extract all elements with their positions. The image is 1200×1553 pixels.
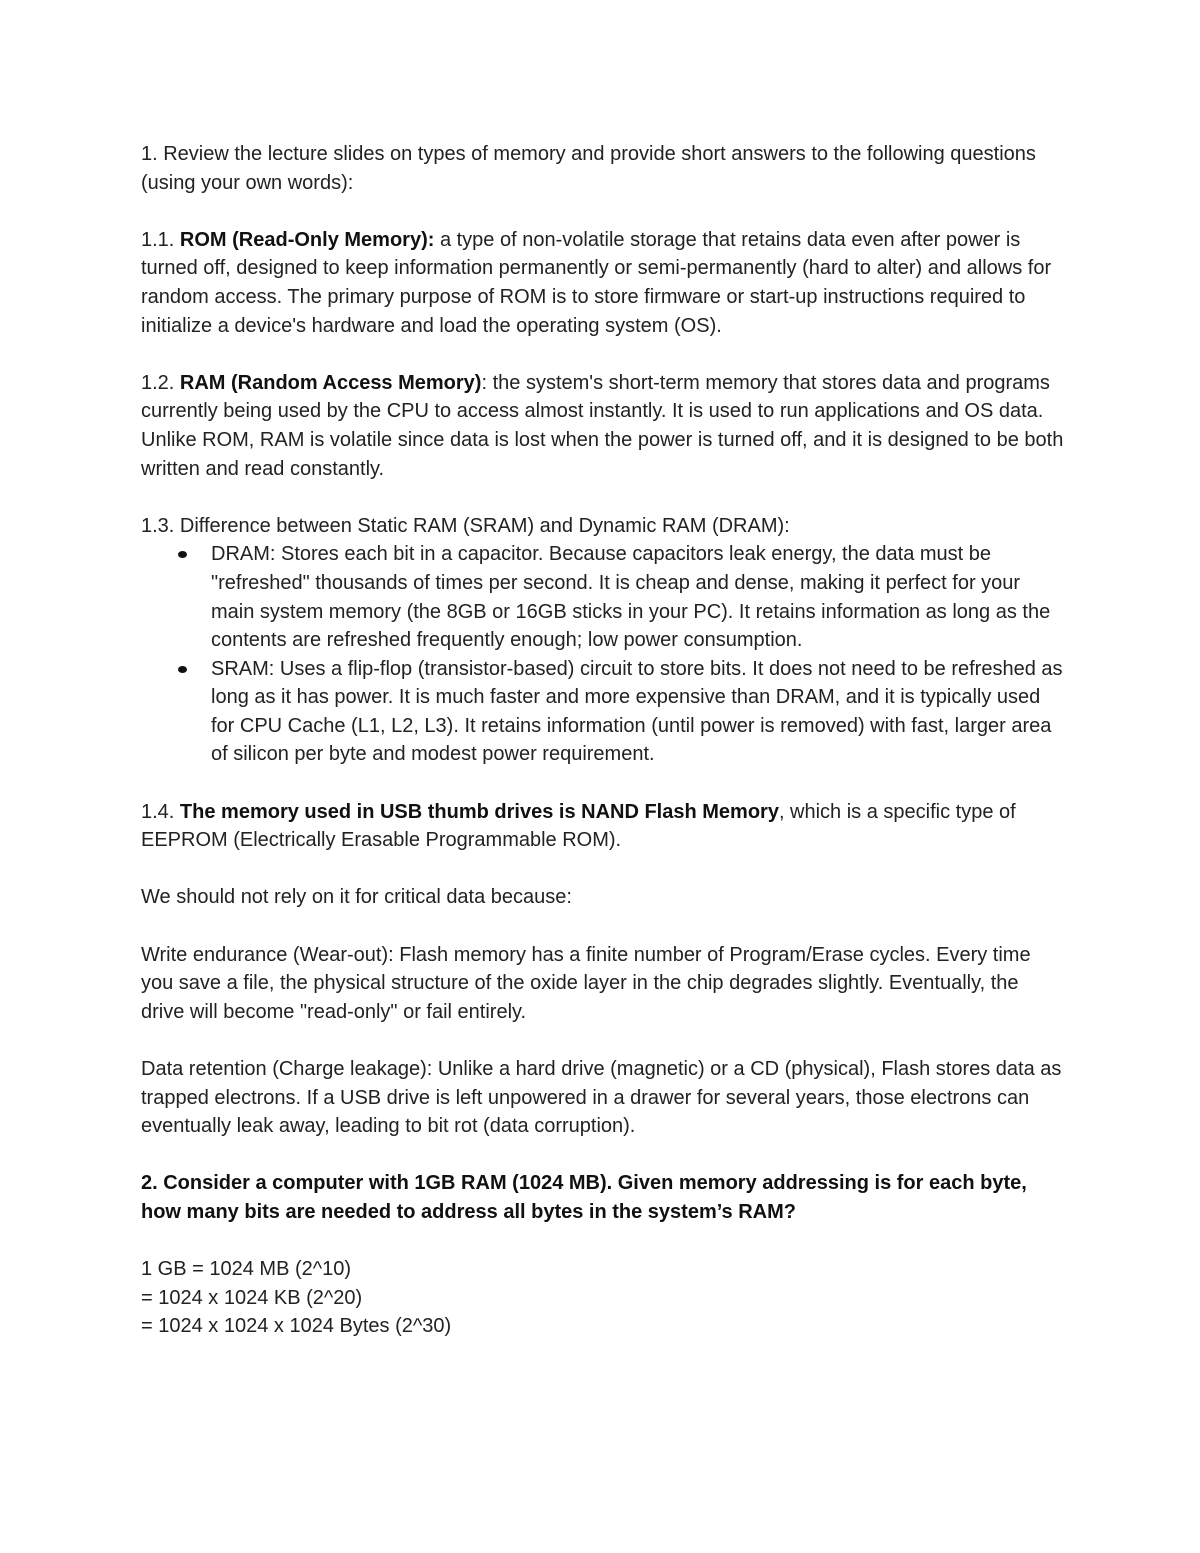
dram-text: DRAM: Stores each bit in a capacitor. Because capacitors leak energy, the data must be "refreshed" thousands of times per second. It is cheap and dense, making it perfect for your main system memory (the 8GB or 16GB sticks in your PC). It retains information as long as the contents are refreshed frequently enough; low power consumption. (211, 543, 1051, 652)
calc-line-2: = 1024 x 1024 KB (2^20) (141, 1286, 363, 1309)
data-retention-paragraph: Data retention (Charge leakage): Unlike a hard drive (magnetic) or a CD (physical), Flash stores data as trapped electrons. If a USB drive is left unpowered in a drawer for several years, those electrons can eventually leak away, leading to bit rot (data corruption). (141, 1058, 1062, 1138)
document-page (141, 140, 1066, 1370)
usb-reason-intro: We should not rely on it for critical data because: (141, 886, 572, 909)
rom-term: ROM (Read-Only Memory): (179, 228, 435, 251)
ram-definition: : the system's short-term memory that stores data and programs currently being used by the CPU to access almost instantly. It is used to run applications and OS data. Unlike ROM, RAM is volatile since data is lost when the power is turned off, and it is designed to be both written and read constantly. (141, 371, 1064, 480)
bullet-icon (178, 551, 187, 558)
ram-number: 1.2. (141, 371, 180, 394)
rom-answer (141, 226, 1066, 340)
q1-intro: 1. Review the lecture slides on types of memory and provide short answers to the following questions (using your own words): (141, 143, 1036, 194)
list-item (141, 540, 1066, 654)
sram-dram-intro: 1.3. Difference between Static RAM (SRAM) and Dynamic RAM (DRAM): (141, 514, 790, 537)
usb-term: The memory used in USB thumb drives is NAND Flash Memory (179, 800, 779, 823)
ram-answer (141, 369, 1066, 483)
q2-question-text: 2. Consider a computer with 1GB RAM (1024 MB). Given memory addressing is for each byte, how many bits are needed to address all bytes in the system’s RAM? (141, 1172, 1027, 1223)
usb-definition: , which is a specific type of EEPROM (Electrically Erasable Programmable ROM). (141, 800, 1016, 852)
ram-term: RAM (Random Access Memory) (179, 371, 482, 394)
q2-question (141, 1169, 1066, 1226)
usb-answer (141, 798, 1066, 855)
sram-text: SRAM: Uses a flip-flop (transistor-based) circuit to store bits. It does not need to be refreshed as long as it has power. It is much faster and more expensive than DRAM, and it is typically used for CPU Cache (L1, L2, L3). It retains information (until power is removed) with fast, larger area of silicon per byte and modest power requirement. (211, 657, 1063, 766)
list-item (141, 655, 1066, 769)
rom-number: 1.1. (141, 228, 180, 251)
write-endurance-paragraph: Write endurance (Wear-out): Flash memory has a finite number of Program/Erase cycles. Every time you save a file, the physical structure of the oxide layer in the chip degrades slightly. Eventually, the drive will become "read-only" or fail entirely. (141, 943, 1031, 1023)
calc-line-3: = 1024 x 1024 x 1024 Bytes (2^30) (141, 1315, 452, 1338)
bullet-icon (178, 666, 187, 673)
q2-calculation (141, 1255, 1066, 1341)
calc-line-1: 1 GB = 1024 MB (2^10) (141, 1258, 352, 1281)
rom-definition: a type of non-volatile storage that retains data even after power is turned off, designed to keep information permanently or semi-permanently (hard to alter) and allows for random access. The primary purpose of ROM is to store firmware or start-up instructions required to initialize a device's hardware and load the operating system (OS). (141, 228, 1052, 337)
sram-dram-list (141, 540, 1066, 769)
usb-number: 1.4. (141, 800, 180, 823)
